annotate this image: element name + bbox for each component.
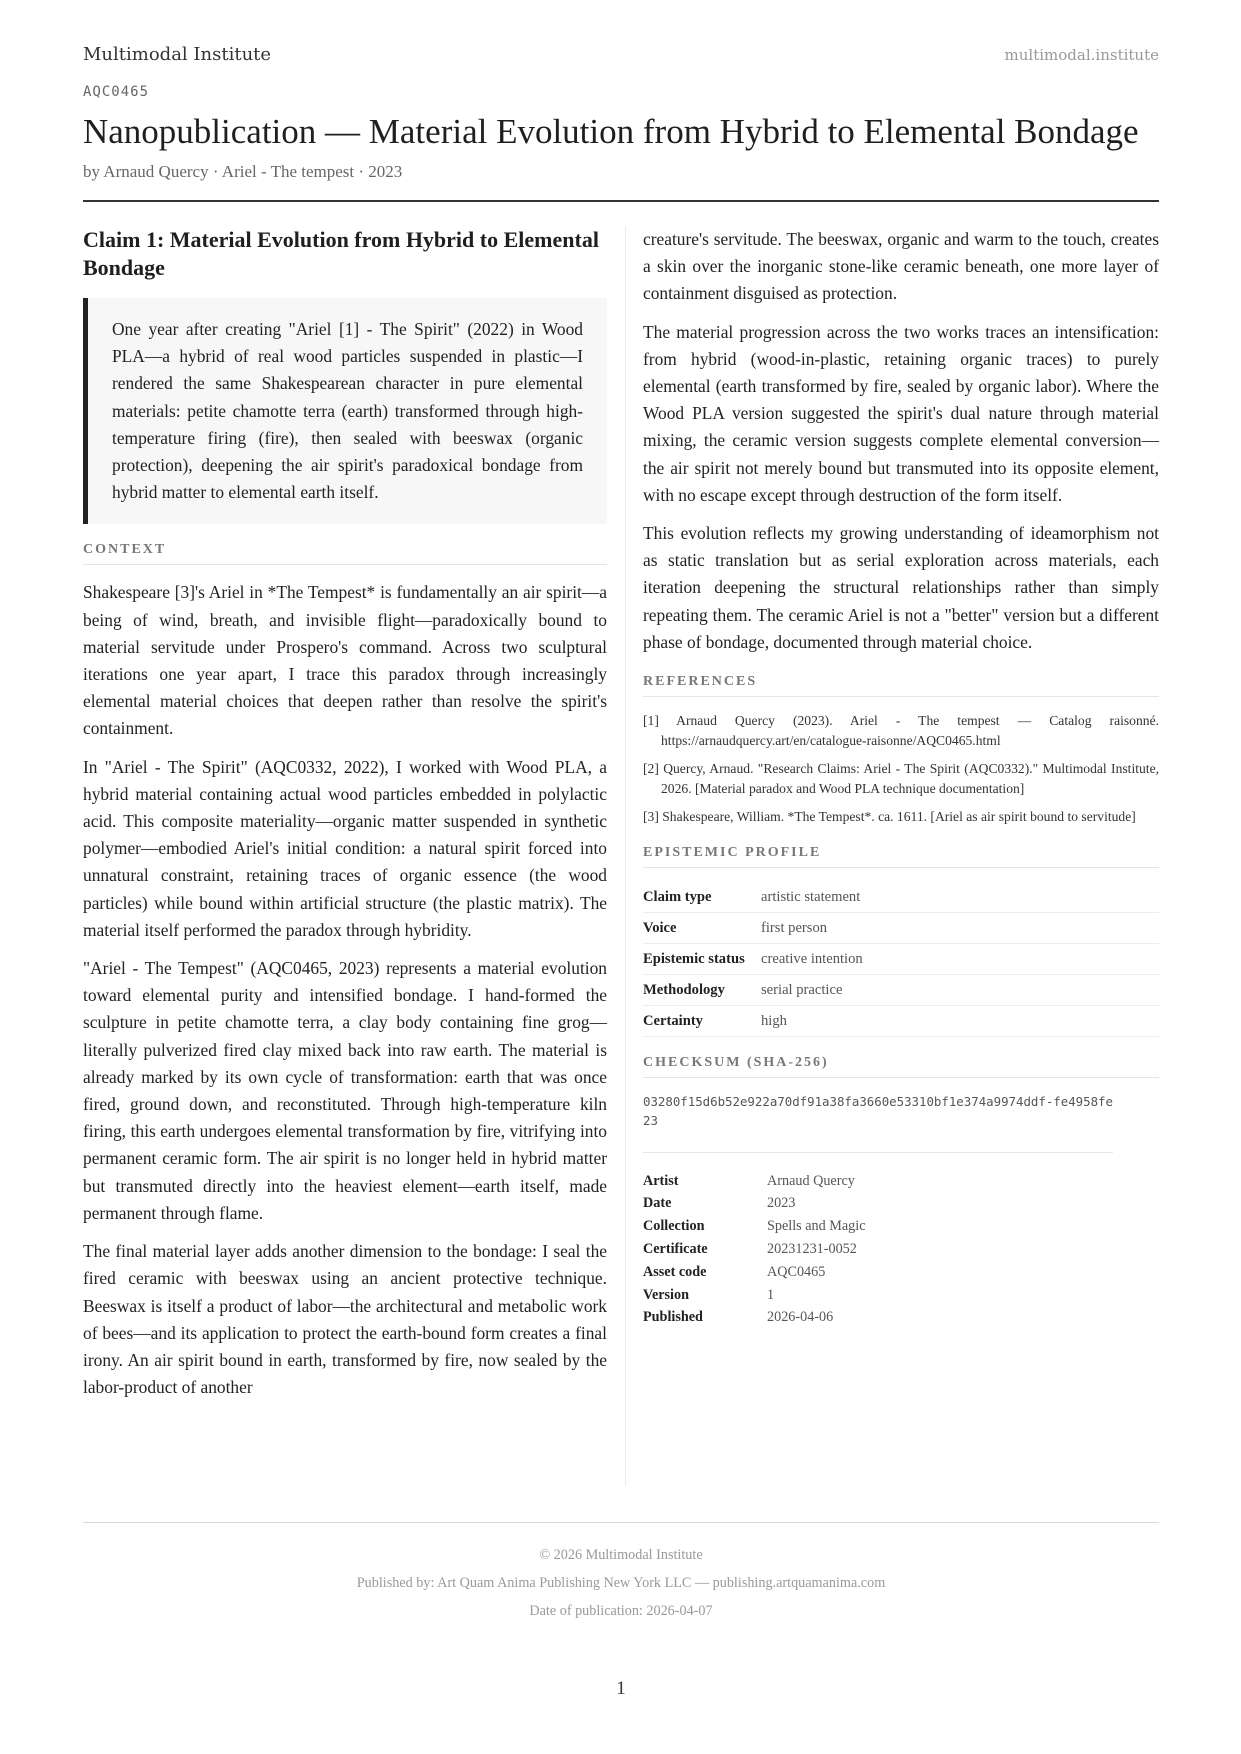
epistemic-profile-table [643,882,1159,1037]
table-row [643,912,1159,943]
profile-value: serial practice [761,974,1159,1005]
checksum-label: CHECKSUM (SHA-256) [643,1055,1159,1078]
profile-value: first person [761,912,1159,943]
table-row [643,974,1159,1005]
profile-key: Methodology [643,974,761,1005]
context-label: CONTEXT [83,542,607,565]
context-paragraph-1: Shakespeare [3]'s Ariel in *The Tempest* is fundamentally an air spirit—a being of wind, breath, and invisible flight—paradoxically bound to material servitude under Prospero's command. Across two sculptural iterations one year apart, I trace this paradox through increasingly elemental material choices that deepen rather than resolve the spirit's containment. [83,582,607,739]
meta-value: 20231231-0052 [767,1240,857,1257]
meta-value: AQC0465 [767,1263,826,1280]
meta-key: Date [643,1195,672,1212]
profile-key: Epistemic status [643,943,761,974]
footer-copyright: © 2026 Multimodal Institute [539,1547,703,1563]
table-row [643,943,1159,974]
claim-quote: One year after creating "Ariel [1] - The Spirit" (2022) in Wood PLA—a hybrid of real wood particles suspended in plastic—I rendered the same Shakespearean character in pure elemental materials: petite chamotte terra (earth) transformed through high-temperature firing (fire), then sealed with beeswax (organic protection), deepening the air spirit's paradoxical bondage from hybrid matter to elemental earth itself. [83,298,607,524]
table-row [643,882,1159,913]
context-paragraph-6: This evolution reflects my growing understanding of ideamorphism not as static translation but as serial exploration across materials, each iteration deepening the structural relationships rather than simply repeating them. The ceramic Ariel is not a "better" version but a different phase of bondage, documented through material choice. [643,523,1159,652]
context-paragraph-4-continued: creature's servitude. The beeswax, organic and warm to the touch, creates a skin over the inorganic stone-like ceramic beneath, one more layer of containment disguised as protection. [643,229,1159,304]
table-row [643,1171,866,1194]
header-divider [83,200,1159,202]
reference-item: [3] Shakespeare, William. *The Tempest*. ca. 1611. [Ariel as air spirit bound to servitude] [643,809,1136,825]
meta-value: 2026-04-06 [767,1309,834,1326]
references-label: REFERENCES [643,674,1159,697]
meta-key: Collection [643,1218,705,1235]
profile-value: high [761,1005,1159,1036]
meta-value: 2023 [767,1195,796,1212]
meta-key: Certificate [643,1240,708,1257]
left-column [83,226,607,1412]
footer-divider [83,1522,1159,1523]
header-bar [83,44,1159,68]
footer-publisher: Published by: Art Quam Anima Publishing New York LLC — publishing.artquamanima.com [356,1575,886,1591]
meta-key: Published [643,1309,703,1326]
profile-value: artistic statement [761,882,1159,913]
institute-name: Multimodal Institute [83,44,272,65]
footer-publication-date: Date of publication: 2026-04-07 [529,1603,713,1619]
reference-item: [1] Arnaud Quercy (2023). Ariel - The tempest — Catalog raisonné. https://arnaudquercy.art/en/catalogue-raisonne/AQC0465.html [643,713,1159,748]
asset-code: AQC0465 [83,84,150,100]
metadata-table [643,1171,866,1331]
table-row [643,1239,866,1262]
page-number: 1 [616,1678,626,1699]
context-paragraph-4: The final material layer adds another dimension to the bondage: I seal the fired ceramic with beeswax using an ancient protective technique. Beeswax is itself a product of labor—the architectural and metabolic work of bees—and its application to protect the earth-bound form creates a final irony. An air spirit bound in earth, transformed by fire, now sealed by the labor-product of another [83,1241,607,1398]
site-link[interactable]: multimodal.institute [1004,46,1159,64]
table-row [643,1285,866,1308]
meta-value: Spells and Magic [767,1218,866,1235]
meta-value: 1 [767,1286,775,1303]
profile-value: creative intention [761,943,1159,974]
meta-key: Asset code [643,1263,707,1280]
checksum-value: 03280f15d6b52e922a70df91a38fa3660e53310bf1e374a9974ddf-fe4958fe23 [643,1092,1113,1153]
table-row [643,1216,866,1239]
profile-key: Voice [643,912,761,943]
context-paragraph-5: The material progression across the two works traces an intensification: from hybrid (wood-in-plastic, retaining organic traces) to purely elemental (earth transformed by fire, sealed by organic labor). Where the Wood PLA version suggested the spirit's dual nature through material mixing, the ceramic version suggests complete elemental conversion—the air spirit not merely bound but transmuted into its opposite element, with no escape except through destruction of the form itself. [643,321,1159,505]
meta-value: Arnaud Quercy [767,1172,855,1189]
table-row [643,1307,866,1330]
right-column [643,226,1159,1330]
profile-key: Certainty [643,1005,761,1036]
context-paragraph-3: "Ariel - The Tempest" (AQC0465, 2023) represents a material evolution toward elemental purity and intensified bondage. I hand-formed the sculpture in petite chamotte terra, a clay body containing fine grog—literally pulverized fired clay mixed back into raw earth. The material is already marked by its own cycle of transformation: earth that was once fired, ground down, and reconstituted. Through high-temperature kiln firing, this earth undergoes elemental transformation by fire, vitrifying into permanent ceramic form. The air spirit is no longer held in hybrid matter but transmuted directly into the heaviest element—earth itself, made permanent through flame. [83,958,607,1223]
meta-key: Artist [643,1172,679,1189]
meta-key: Version [643,1286,689,1303]
profile-key: Claim type [643,882,761,913]
table-row [643,1262,866,1285]
table-row [643,1193,866,1216]
epistemic-profile-label: EPISTEMIC PROFILE [643,845,1159,868]
column-divider [625,226,626,1486]
context-paragraph-2: In "Ariel - The Spirit" (AQC0332, 2022), I worked with Wood PLA, a hybrid material containing actual wood particles embedded in polylactic acid. This composite materiality—organic matter suspended in synthetic polymer—embodied Ariel's initial condition: a natural spirit forced into unnatural constraint, retaining traces of organic essence (the wood particles) while bound within artificial structure (the plastic matrix). The material itself performed the paradox through hybridity. [83,756,607,940]
table-row [643,1005,1159,1036]
page-title: Nanopublication — Material Evolution from Hybrid to Elemental Bondage [83,112,1139,151]
claim-title: Claim 1: Material Evolution from Hybrid to Elemental Bondage [83,227,599,280]
reference-item: [2] Quercy, Arnaud. "Research Claims: Ariel - The Spirit (AQC0332)." Multimodal Institute, 2026. [Material paradox and Wood PLA technique documentation] [643,761,1159,796]
byline: by Arnaud Quercy · Ariel - The tempest · 2023 [83,162,403,181]
footer [83,1541,1159,1625]
